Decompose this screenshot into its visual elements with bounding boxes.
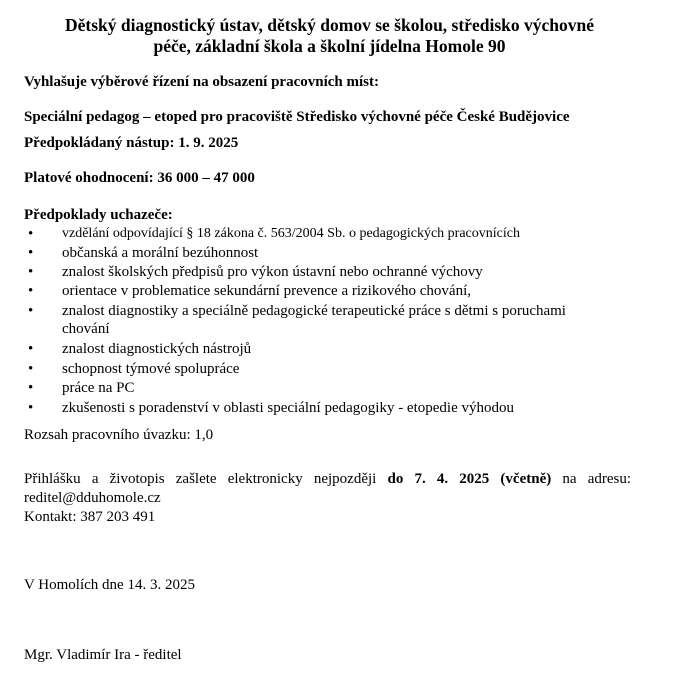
bullet-icon: • xyxy=(28,245,34,261)
list-item: znalost diagnostiky a speciálně pedagogické terapeutické práce s dětmi s poruchami xyxy=(62,303,566,319)
announcement: Vyhlašuje výběrové řízení na obsazení pracovních míst: xyxy=(24,74,379,90)
list-item-continuation: chování xyxy=(62,321,110,337)
application-text-after: na adresu: xyxy=(562,471,632,487)
signature: Mgr. Vladimír Ira - ředitel xyxy=(24,647,182,663)
bullet-icon: • xyxy=(28,264,34,280)
list-item: schopnost týmové spolupráce xyxy=(62,361,240,377)
bullet-icon: • xyxy=(28,303,34,319)
bullet-icon: • xyxy=(28,361,34,377)
bullet-icon: • xyxy=(28,380,34,396)
contact-phone: Kontakt: 387 203 491 xyxy=(24,509,156,525)
bullet-icon: • xyxy=(28,341,34,357)
list-item: orientace v problematice sekundární prevence a rizikového chování, xyxy=(62,283,471,299)
bullet-icon: • xyxy=(28,226,34,242)
list-item: znalost školských předpisů pro výkon ústavní nebo ochranné výchovy xyxy=(62,264,483,280)
bullet-icon: • xyxy=(28,400,34,416)
workload: Rozsah pracovního úvazku: 1,0 xyxy=(24,427,214,443)
application-instructions xyxy=(24,470,631,488)
institution-title-line-1: Dětský diagnostický ústav, dětský domov se školou, středisko výchovné xyxy=(65,15,594,35)
list-item: vzdělání odpovídající § 18 zákona č. 563/2004 Sb. o pedagogických pracovnících xyxy=(62,226,520,241)
position-title: Speciální pedagog – etoped pro pracoviště Středisko výchovné péče České Budějovice xyxy=(24,109,570,125)
application-text: Přihlášku a životopis zašlete elektronicky nejpozději xyxy=(24,471,377,487)
requirements-heading: Předpoklady uchazeče: xyxy=(24,207,173,223)
bullet-icon: • xyxy=(28,283,34,299)
salary: Platové ohodnocení: 36 000 – 47 000 xyxy=(24,170,255,186)
list-item: občanská a morální bezúhonnost xyxy=(62,245,259,261)
place-date: V Homolích dne 14. 3. 2025 xyxy=(24,577,195,593)
contact-email[interactable]: reditel@dduhomole.cz xyxy=(24,490,161,506)
list-item: zkušenosti s poradenství v oblasti speciální pedagogiky - etopedie výhodou xyxy=(62,400,514,416)
list-item: práce na PC xyxy=(62,380,135,396)
application-deadline: do 7. 4. 2025 (včetně) xyxy=(387,471,552,487)
start-date: Předpokládaný nástup: 1. 9. 2025 xyxy=(24,135,239,151)
list-item: znalost diagnostických nástrojů xyxy=(62,341,252,357)
institution-title-line-2: péče, základní škola a školní jídelna Homole 90 xyxy=(153,36,506,56)
